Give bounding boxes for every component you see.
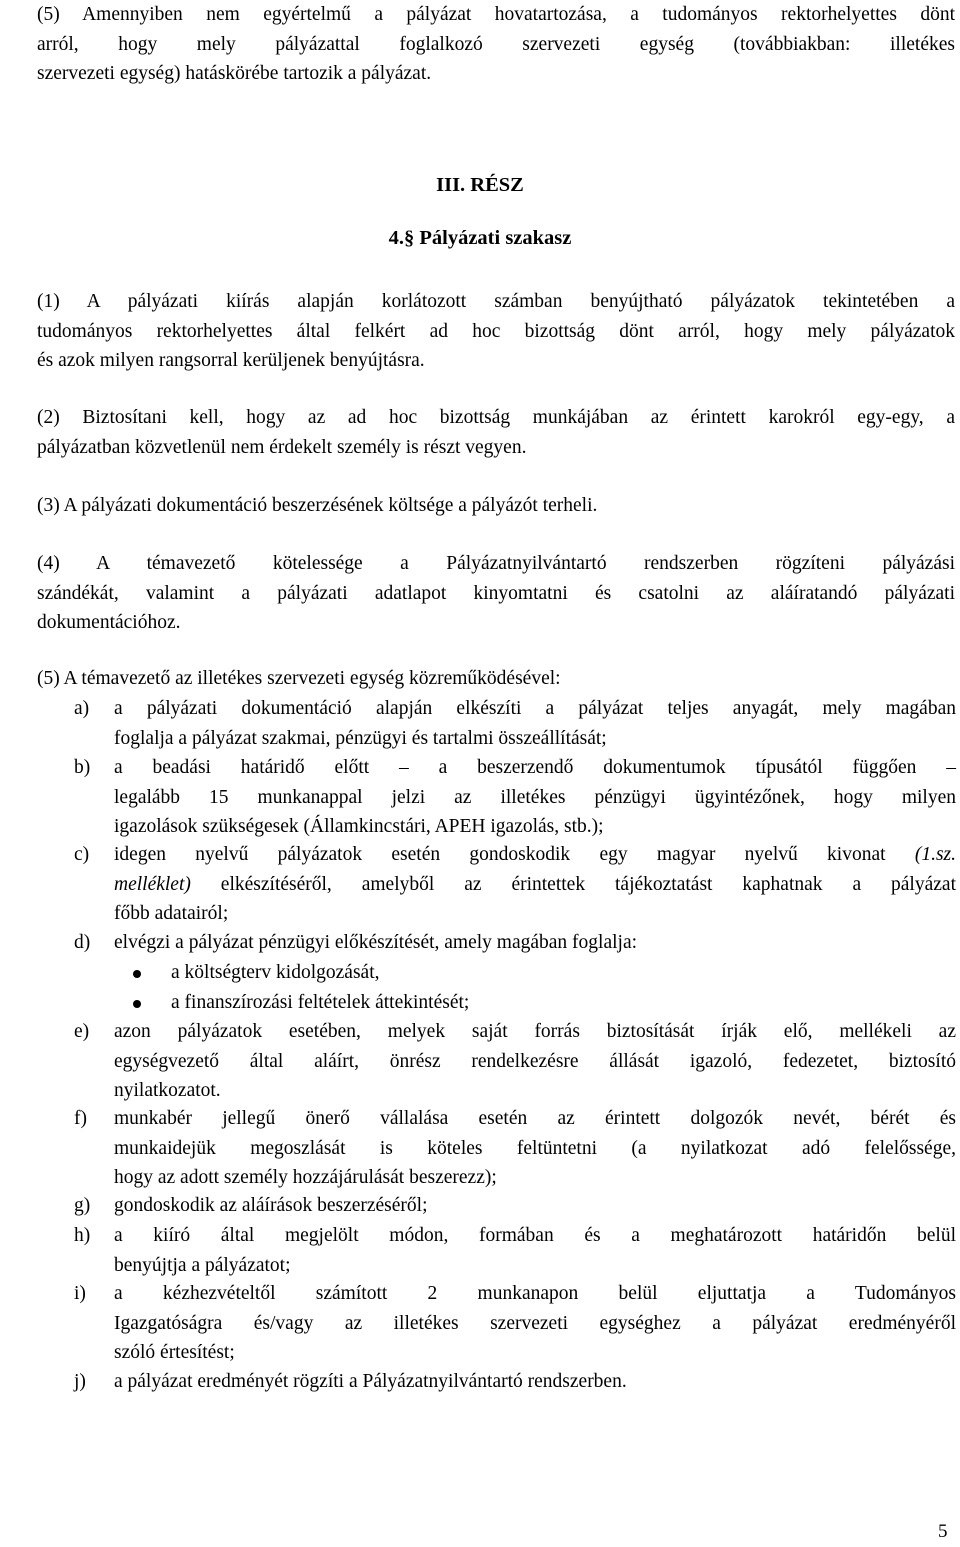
section-title: 4.§ Pályázati szakasz: [388, 227, 572, 249]
page-number: 5: [938, 1521, 948, 1542]
document-page: (5) Amennyiben nem egyértelmű a pályázat hovatartozása, a tudományos rektorhelyettes dönt arról, hogy mely pályázattal foglalkozó szervezeti egység (továbbiakban: illetékes szervezeti egység) hatáskörébe tartozik a pályázat. III. RÉSZ 4.§ Pályázati szakasz (1) A pályázati kiírás alapján korlátozott számban benyújtható pályázatok tekintetében a tudományos rektorhelyettes által felkért ad hoc bizottság dönt arról, hogy mely pályázatok és azok milyen rangsorral kerüljenek benyújtásra. (2) Biztosítani kell, hogy az ad hoc bizottság munkájában az érintett karokról egy-egy, a pályázatban közvetlenül nem érdekelt személy is részt vegyen. (3) A pályázati dokumentáció beszerzésének költsége a pályázót terheli. (4) A témavezető kötelessége a Pályázatnyilvántartó rendszerben rögzíteni pályázási szándékát, valamint a pályázati adatlapot kinyomtatni és csatolni az aláíratandó pályázati dokumentációhoz. (5) A témavezető az illetékes szervezeti egység közreműködésével: a) a pályázati dokumentáció alapján elkészíti a pályázat teljes anyagát, mely magában foglalja a pályázat szakmai, pénzügyi és tartalmi összeállítását; b) a beadási határidő előtt – a beszerzendő dokumentumok típusától függően – legalább 15 munkanappal jelzi az illetékes pénzügyi ügyintézőnek, hogy milyen igazolások szükségesek (Államkincstári, APEH igazolás, stb.); c) idegen nyelvű pályázatok esetén gondoskodik egy magyar nyelvű kivonat (1.sz. melléklet) elkészítéséről, amelyből az érintettek tájékoztatást kaphatnak a pályázat főbb adatairól; d) elvégzi a pályázat pénzügyi előkészítését, amely magában foglalja: a költségterv kidolgozását, a finanszírozási feltételek áttekintését; e) azon pályázatok esetében, melyek saját forrás biztosítását írják elő, mellékeli az egységvezető által aláírt, önrész rendelkezésre állását igazoló, fedezetet, biztosító nyilatkozatot. f) munkabér jellegű önerő vállalása esetén az érintett dolgozók nevét, bérét és munkaidejük megoszlását is köteles feltüntetni (a nyilatkozat adó felelőssége, hogy az adott személy hozzájárulását beszerezz); g) gondoskodik az aláírások beszerzéséről; h) a kiíró által megjelölt módon, formában és a meghatározott határidőn belül benyújtja a pályázatot; i) a kézhezvételtől számított 2 munkanapon belül eljuttatja a Tudományos Igazgatóságra és/vagy az illetékes szervezeti egységhez a pályázat eredményéről szóló értesítést; j) a pályázat eredményét rögzíti a Pályázatnyilvántartó rendszerben. 5: [0, 0, 960, 1543]
intro-paragraph: (5) Amennyiben nem egyértelmű a pályázat hovatartozása, a tudományos rektorhelyettes dönt arról, hogy mely pályázattal foglalkozó szervezeti egység (továbbiakban: illetékes szervezeti egység) hatáskörébe tartozik a pályázat.: [37, 4, 955, 84]
part-title: III. RÉSZ: [436, 174, 524, 196]
paragraph-3: (3) A pályázati dokumentáció beszerzésének költsége a pályázót terheli.: [37, 495, 598, 516]
paragraph-5-intro: (5) A témavezető az illetékes szervezeti egység közreműködésével:: [37, 668, 561, 689]
bullet-icon: [133, 970, 141, 978]
paragraph-2: (2) Biztosítani kell, hogy az ad hoc bizottság munkájában az érintett karokról egy-egy, a pályázatban közvetlenül nem érdekelt személy is részt vegyen.: [37, 407, 955, 458]
paragraph-4: (4) A témavezető kötelessége a Pályázatnyilvántartó rendszerben rögzíteni pályázási szándékát, valamint a pályázati adatlapot kinyomtatni és csatolni az aláíratandó pályázati dokumentációhoz.: [37, 553, 955, 633]
paragraph-1: (1) A pályázati kiírás alapján korlátozott számban benyújtható pályázatok tekintetében a tudományos rektorhelyettes által felkért ad hoc bizottság dönt arról, hogy mely pályázatok és azok milyen rangsorral kerüljenek benyújtásra.: [37, 291, 955, 371]
bullet-icon: [133, 1000, 141, 1008]
